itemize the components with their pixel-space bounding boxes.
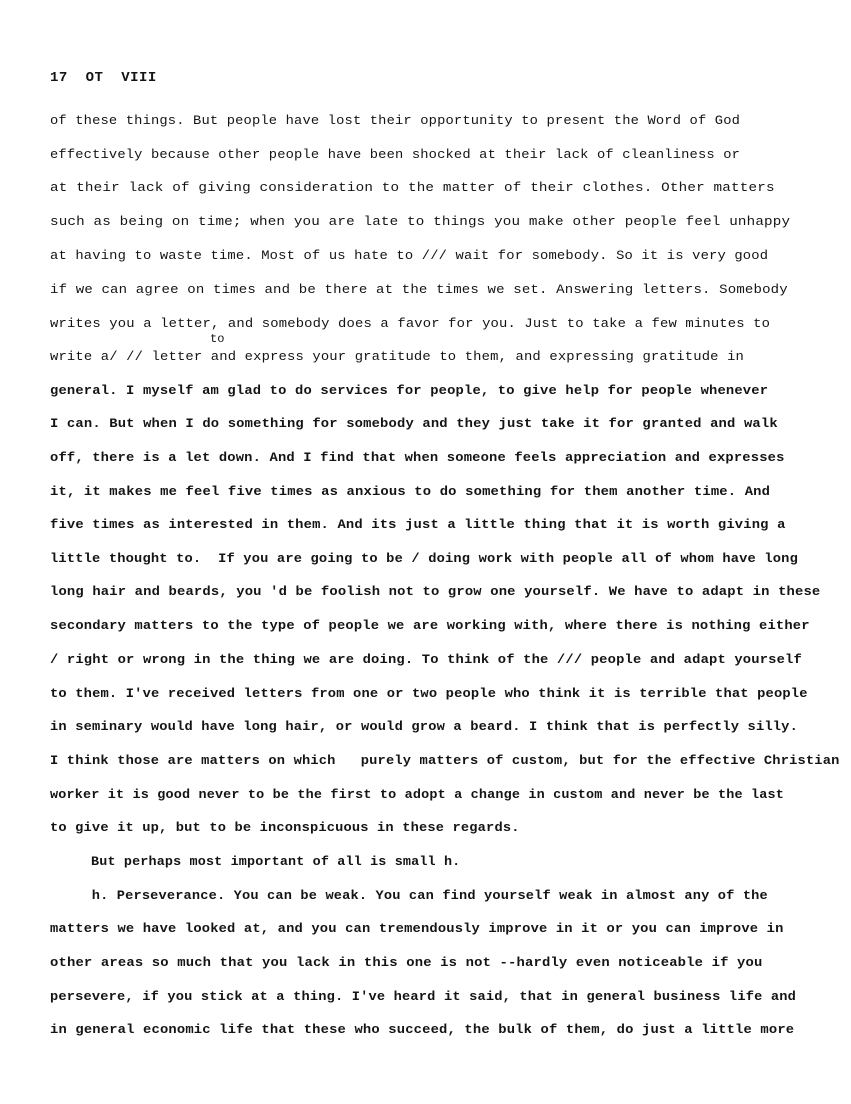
text-line: to give it up, but to be inconspicuous in these regards.: [50, 821, 520, 835]
text-line: at their lack of giving consideration to the matter of their clothes. Other matters: [50, 181, 775, 195]
text-line: if we can agree on times and be there at the times we set. Answering letters. Somebody: [50, 283, 788, 297]
text-line: in seminary would have long hair, or would grow a beard. I think that is perfectly silly.: [50, 720, 798, 734]
text-line: five times as interested in them. And its just a little thing that it is worth giving a: [50, 518, 786, 532]
text-line: to them. I've received letters from one or two people who think it is terrible that people: [50, 687, 808, 701]
text-line: / right or wrong in the thing we are doing. To think of the /// people and adapt yourself: [50, 653, 802, 667]
text-line: little thought to. If you are going to be / doing work with people all of whom have long: [50, 552, 798, 566]
text-line: secondary matters to the type of people we are working with, where there is nothing either: [50, 619, 810, 633]
text-line: worker it is good never to be the first to adopt a change in custom and never be the last: [50, 788, 784, 802]
text-line: I can. But when I do something for somebody and they just take it for granted and walk: [50, 417, 778, 431]
text-line: long hair and beards, you 'd be foolish not to grow one yourself. We have to adapt in these: [50, 585, 821, 599]
text-line: other areas so much that you lack in this one is not --hardly even noticeable if you: [50, 956, 763, 970]
interlinear-insert: to: [210, 332, 225, 346]
text-line: effectively because other people have been shocked at their lack of cleanliness or: [50, 148, 741, 162]
text-line: general. I myself am glad to do services for people, to give help for people whenever: [50, 384, 769, 398]
text-line: But perhaps most important of all is small h.: [50, 855, 461, 869]
text-line: of these things. But people have lost their opportunity to present the Word of God: [50, 114, 741, 128]
text-line: write a/ // letter and express your gratitude to them, and expressing gratitude in: [50, 350, 745, 364]
text-line: h. Perseverance. You can be weak. You can find yourself weak in almost any of the: [50, 889, 768, 903]
text-line: persevere, if you stick at a thing. I've heard it said, that in general business life and: [50, 990, 796, 1004]
text-line: I think those are matters on which purely matters of custom, but for the effective Christian: [50, 754, 840, 768]
text-line: in general economic life that these who succeed, the bulk of them, do just a little more: [50, 1023, 795, 1037]
text-line: it, it makes me feel five times as anxious to do something for them another time. And: [50, 485, 771, 499]
page-header: 17 OT VIII: [50, 70, 157, 86]
text-line: off, there is a let down. And I find that when someone feels appreciation and expresses: [50, 451, 785, 465]
text-line: matters we have looked at, and you can tremendously improve in it or you can improve in: [50, 922, 784, 936]
text-line: writes you a letter, and somebody does a favor for you. Just to take a few minutes to: [50, 317, 771, 331]
text-line: such as being on time; when you are late to things you make other people feel unhappy: [50, 215, 791, 229]
text-line: at having to waste time. Most of us hate to /// wait for somebody. So it is very good: [50, 249, 769, 263]
